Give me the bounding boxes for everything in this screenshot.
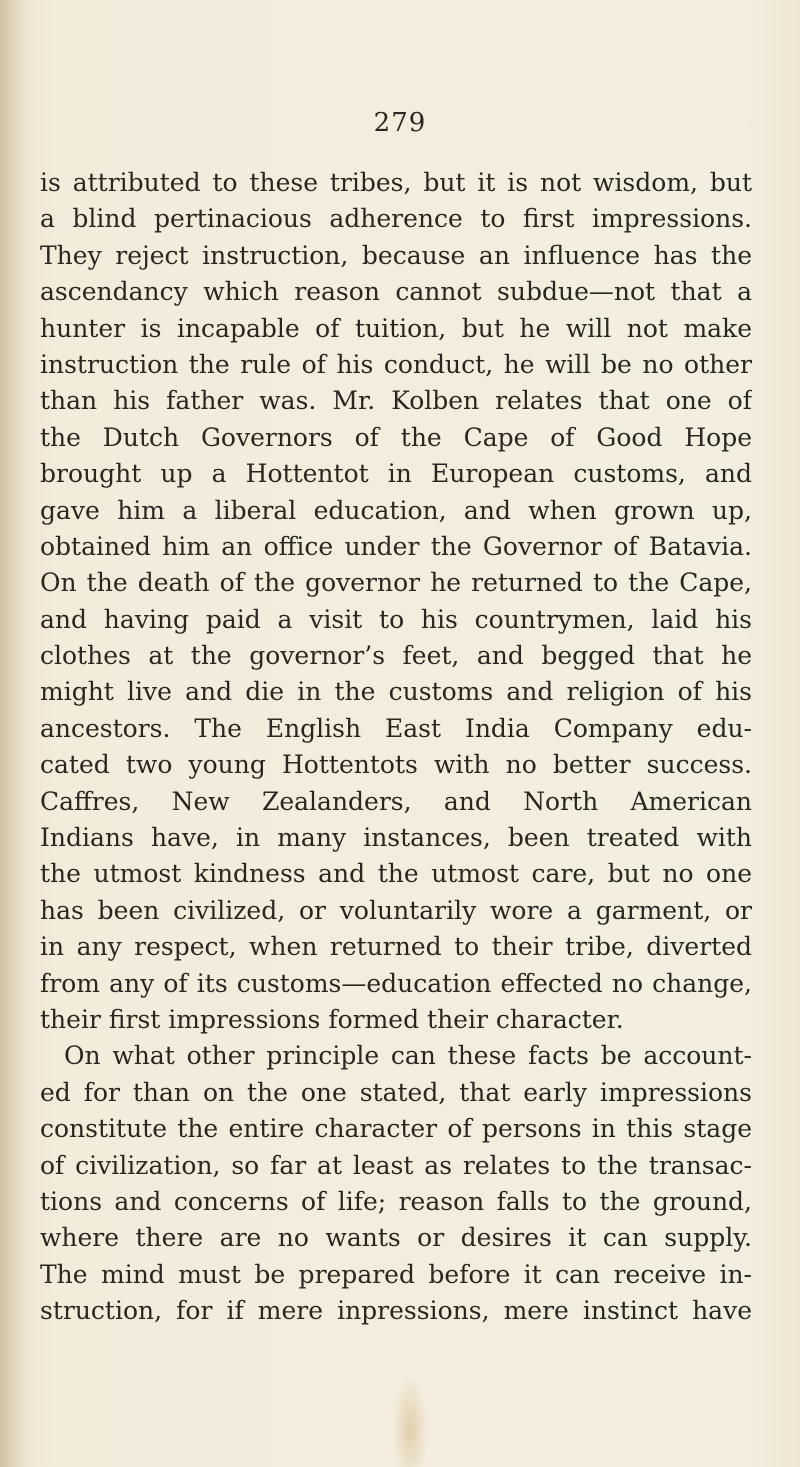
- text-line: in any respect, when returned to their tribe, diverted: [40, 932, 752, 962]
- page-gutter-shadow: [0, 0, 28, 1467]
- text-line: ed for than on the one stated, that early impressions: [40, 1077, 752, 1107]
- text-line: On the death of the governor he returned to the Cape,: [40, 568, 752, 598]
- text-line: hunter is incapable of tuition, but he will not make: [40, 313, 752, 343]
- text-line: instruction the rule of his conduct, he will be no other: [40, 349, 752, 379]
- text-line: is attributed to these tribes, but it is not wisdom, but: [40, 168, 752, 197]
- body-text: [40, 165, 752, 1330]
- text-line: They reject instruction, because an influence has the: [40, 240, 752, 270]
- text-line: a blind pertinacious adherence to first impressions.: [40, 204, 752, 234]
- text-line: has been civilized, or voluntarily wore a garment, or: [40, 895, 752, 925]
- text-line: cated two young Hottentots with no better success.: [40, 750, 752, 780]
- paper-stain: [392, 1375, 428, 1467]
- text-line: Indians have, in many instances, been treated with: [40, 823, 752, 853]
- text-line: of civilization, so far at least as relates to the transac-: [40, 1150, 752, 1180]
- text-line: the utmost kindness and the utmost care, but no one: [40, 859, 752, 889]
- text-line: gave him a liberal education, and when grown up,: [40, 495, 752, 525]
- text-line: constitute the entire character of persons in this stage: [40, 1114, 752, 1144]
- text-line: and having paid a visit to his countrymen, laid his: [40, 604, 752, 634]
- text-line: from any of its customs—education effected no change,: [40, 968, 752, 998]
- text-line: clothes at the governor’s feet, and begged that he: [40, 641, 752, 671]
- text-line: might live and die in the customs and religion of his: [40, 677, 752, 707]
- text-line: their first impressions formed their character.: [40, 1004, 624, 1034]
- text-line: ascendancy which reason cannot subdue—not that a: [40, 277, 752, 307]
- text-line: On what other principle can these facts be account-: [64, 1041, 752, 1071]
- text-line: brought up a Hottentot in European customs, and: [40, 459, 752, 489]
- text-line: tions and concerns of life; reason falls to the ground,: [40, 1186, 752, 1216]
- text-line: The mind must be prepared before it can receive in-: [40, 1259, 752, 1289]
- text-line: where there are no wants or desires it can supply.: [40, 1223, 752, 1253]
- text-line: obtained him an office under the Governor of Batavia.: [40, 531, 752, 561]
- text-line: than his father was. Mr. Kolben relates that one of: [40, 386, 752, 416]
- text-line: Caffres, New Zealanders, and North American: [40, 786, 752, 816]
- page-number: 279: [373, 108, 427, 138]
- text-line: struction, for if mere inpressions, mere instinct have: [40, 1296, 752, 1326]
- text-line: the Dutch Governors of the Cape of Good Hope: [40, 422, 752, 452]
- text-line: ancestors. The English East India Company edu-: [40, 713, 752, 743]
